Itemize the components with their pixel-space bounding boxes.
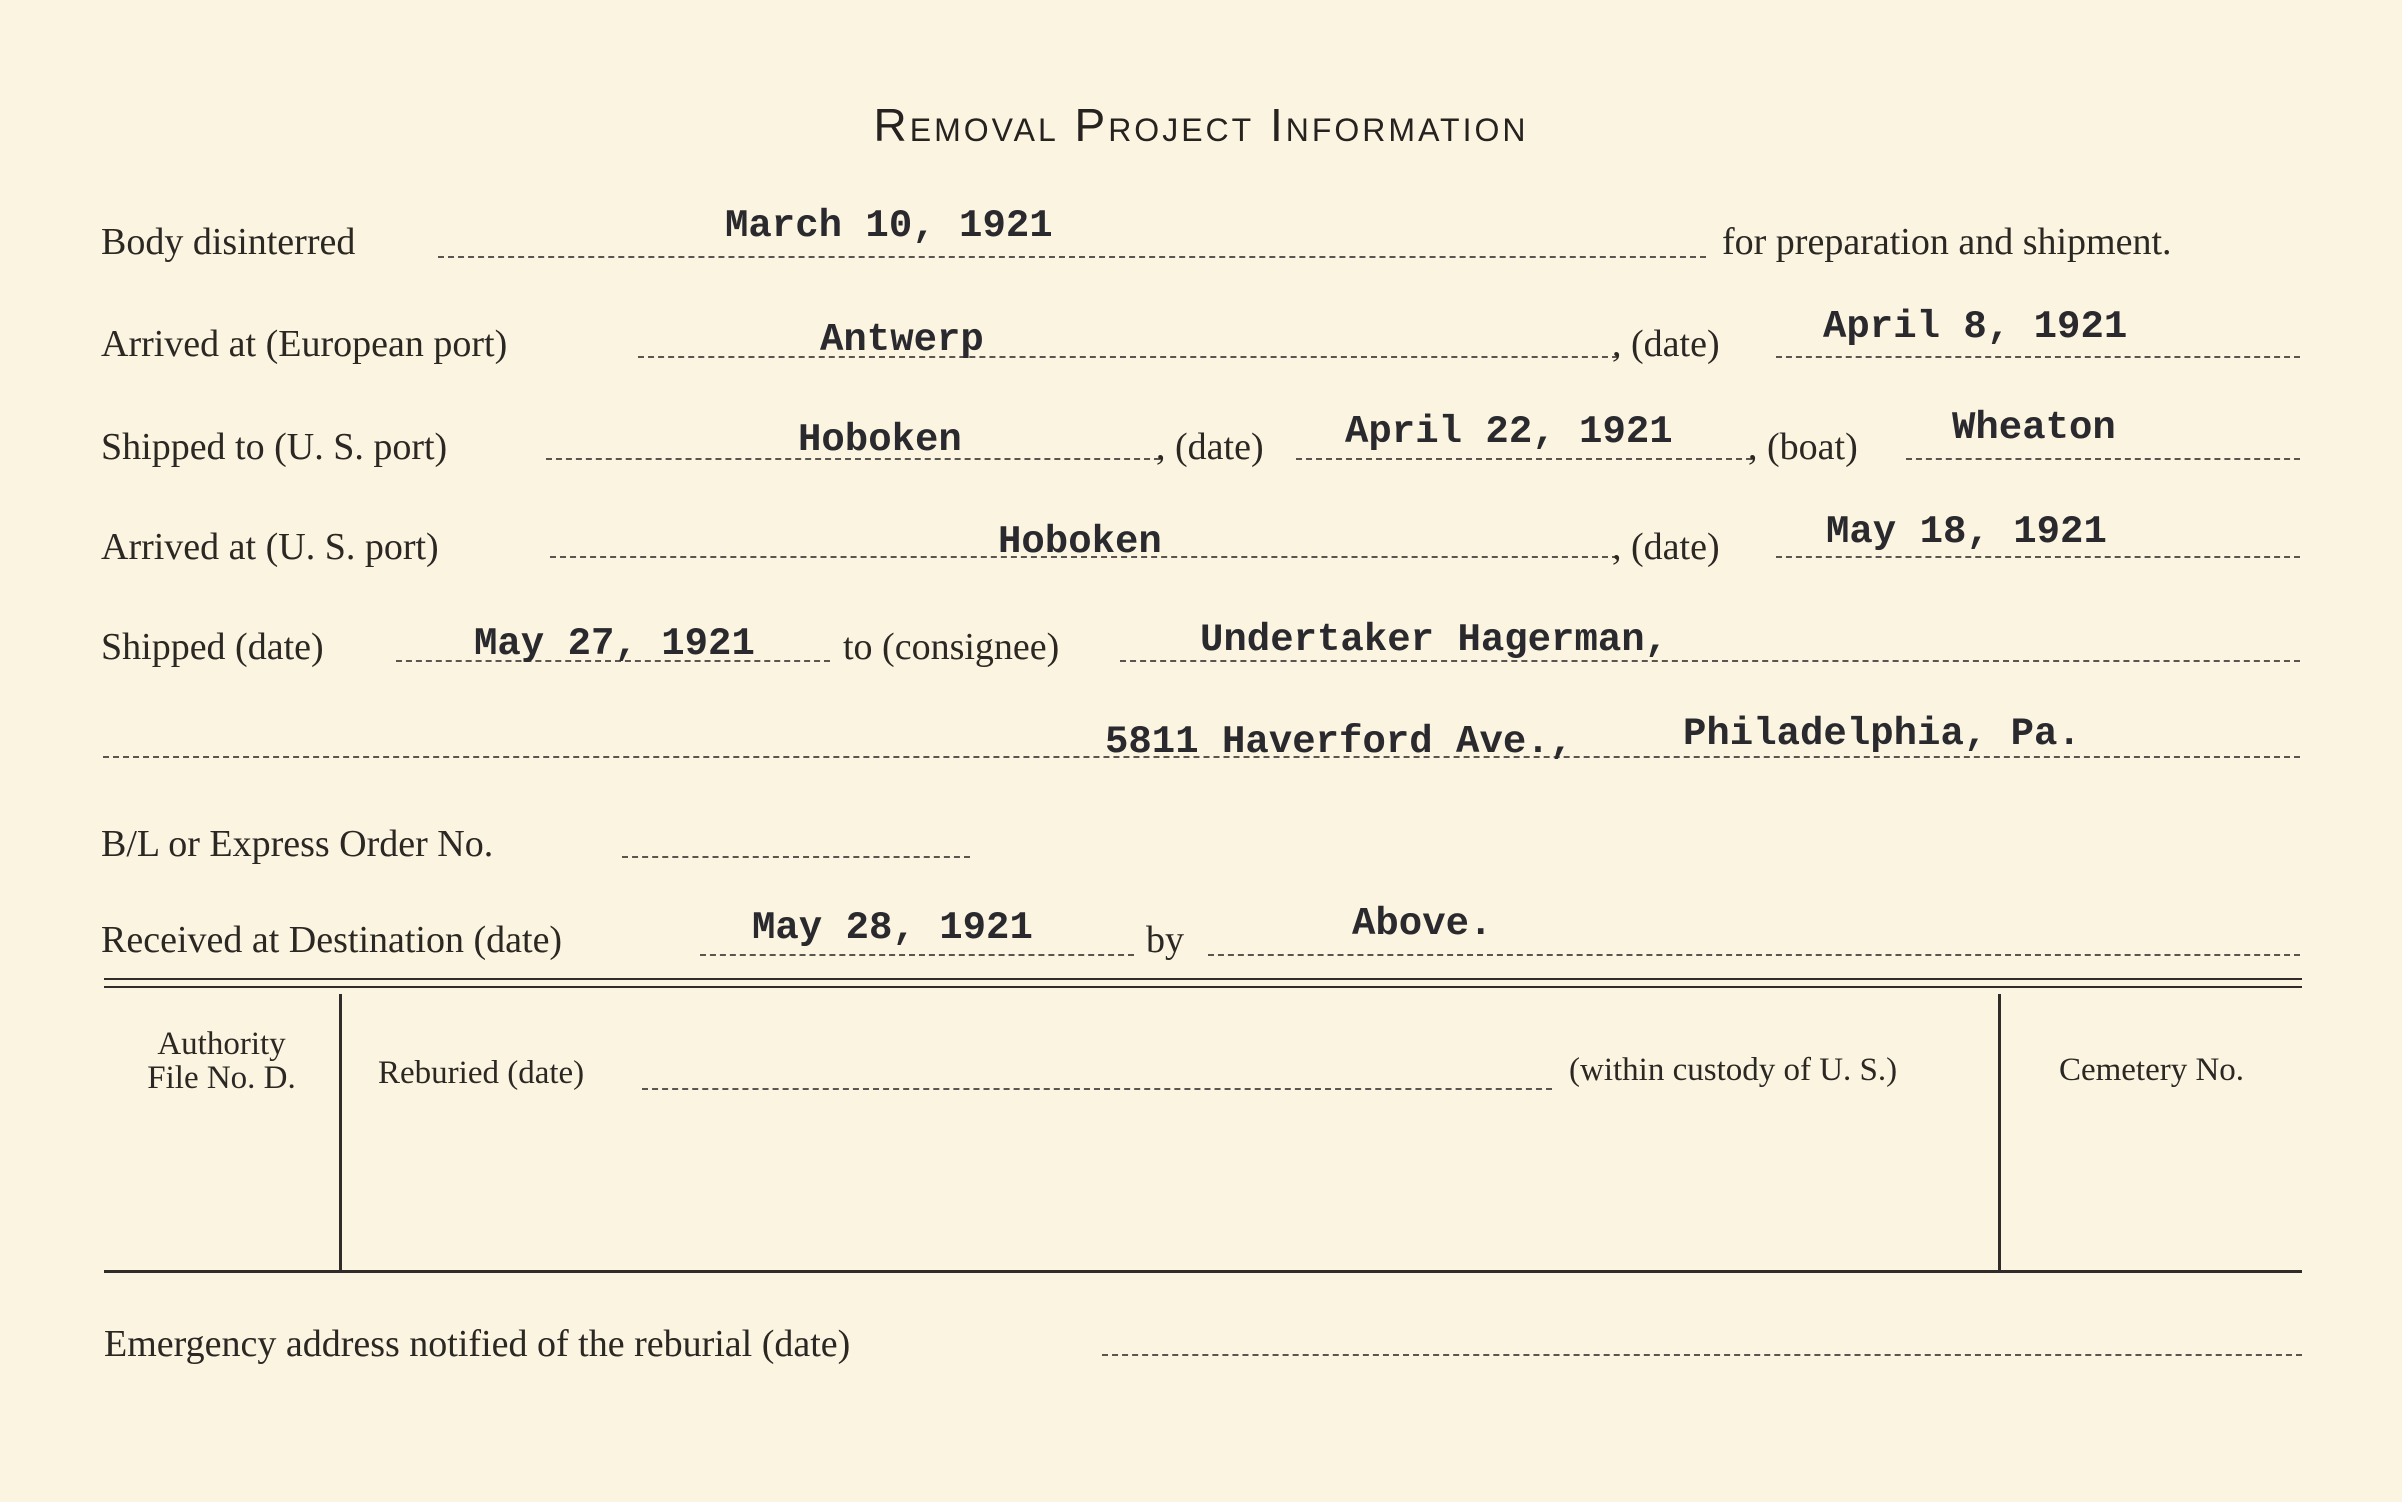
arrived-us-label: Arrived at (U. S. port) <box>101 526 439 568</box>
shipped-us-date-label: , (date) <box>1156 426 1264 468</box>
disinterred-line <box>438 256 1706 258</box>
bl-label: B/L or Express Order No. <box>101 823 494 865</box>
disinterred-value: March 10, 1921 <box>725 204 1053 248</box>
received-by-label: by <box>1146 919 1184 961</box>
shipped-us-boat-label: , (boat) <box>1748 426 1858 468</box>
box-bottom-rule <box>104 1270 2302 1273</box>
emergency-label: Emergency address notified of the reburial (date) <box>104 1323 851 1365</box>
address-city: Philadelphia, Pa. <box>1683 712 2081 756</box>
arrived-us-date-label: , (date) <box>1612 526 1720 568</box>
shipped-us-boat: Wheaton <box>1952 406 2116 450</box>
shipped-date: May 27, 1921 <box>474 622 755 666</box>
arrived-eu-line <box>638 356 1618 358</box>
received-date: May 28, 1921 <box>752 906 1033 950</box>
authority-label-line1: Authority <box>157 1026 286 1062</box>
arrived-eu-date-label: , (date) <box>1612 323 1720 365</box>
shipped-us-boat-line <box>1906 458 2300 460</box>
arrived-eu-label: Arrived at (European port) <box>101 323 508 365</box>
received-label: Received at Destination (date) <box>101 919 563 961</box>
bl-line <box>622 856 970 858</box>
reburied-label: Reburied (date) <box>378 1055 585 1091</box>
arrived-eu-port: Antwerp <box>820 318 984 362</box>
arrived-eu-date-line <box>1776 356 2300 358</box>
disinterred-label: Body disinterred <box>101 221 356 263</box>
form-title: Removal Project Information <box>873 99 1529 151</box>
arrived-us-date-line <box>1776 556 2300 558</box>
arrived-eu-date: April 8, 1921 <box>1823 305 2128 349</box>
received-date-line <box>700 954 1134 956</box>
emergency-line <box>1102 1354 2302 1356</box>
received-by-line <box>1208 954 2300 956</box>
shipped-date-label: Shipped (date) <box>101 626 324 668</box>
disinterred-suffix: for preparation and shipment. <box>1722 221 2172 263</box>
consignee-label: to (consignee) <box>843 626 1060 668</box>
shipped-us-port: Hoboken <box>798 418 962 462</box>
consignee: Undertaker Hagerman, <box>1200 618 1669 662</box>
authority-label-line2: File No. D. <box>147 1060 296 1096</box>
cemetery-label: Cemetery No. <box>2058 1052 2245 1088</box>
received-by: Above. <box>1352 902 1493 946</box>
reburied-line <box>642 1088 1552 1090</box>
box-divider-right <box>1998 994 2001 1270</box>
shipped-us-label: Shipped to (U. S. port) <box>101 426 448 468</box>
box-top-rule-1 <box>104 978 2302 980</box>
arrived-us-date: May 18, 1921 <box>1826 510 2107 554</box>
address-street: 5811 Haverford Ave., <box>1105 720 1574 764</box>
custody-label: (within custody of U. S.) <box>1569 1052 1898 1088</box>
shipped-us-date-line <box>1296 458 1752 460</box>
box-divider-left <box>339 994 342 1270</box>
box-top-rule-2 <box>104 986 2302 988</box>
shipped-us-date: April 22, 1921 <box>1345 410 1673 454</box>
arrived-us-port: Hoboken <box>998 520 1162 564</box>
